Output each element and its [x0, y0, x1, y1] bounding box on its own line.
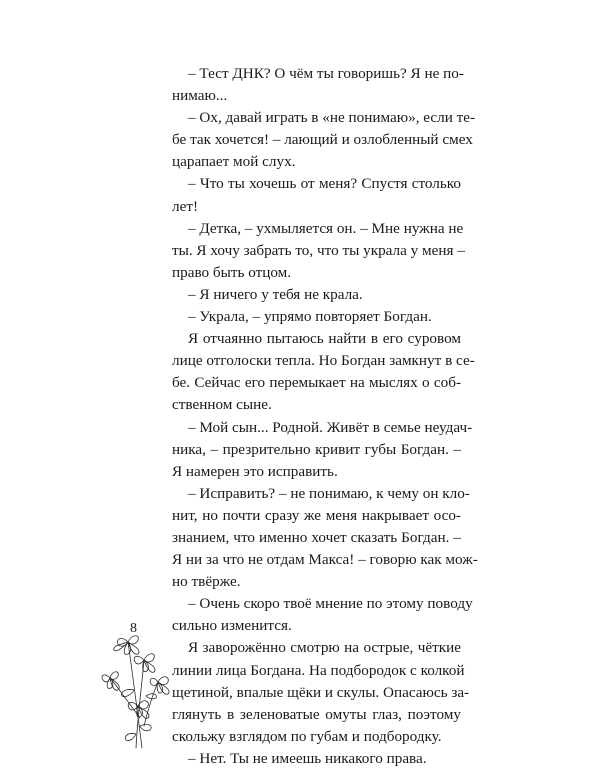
text-line: ты. Я хочу забрать то, что ты украла у меня – [172, 241, 465, 259]
text-line: Я заворожённо смотрю на острые, чёткие [188, 639, 461, 657]
text-line: бе так хочется! – лающий и озлобленный смех [172, 131, 473, 149]
text-line: ственном сыне. [172, 396, 272, 414]
text-line: – Тест ДНК? О чём ты говоришь? Я не по- [188, 65, 464, 82]
page-number: 8 [130, 621, 137, 636]
text-line: сильно изменится. [172, 617, 292, 635]
text-line: щетиной, впалые щёки и скулы. Опасаюсь за- [172, 683, 470, 701]
text-line: царапает мой слух. [172, 153, 296, 171]
text-line: ника, – презрительно кривит губы Богдан. – [172, 440, 461, 458]
text-line: – Очень скоро твоё мнение по этому поводу [188, 595, 473, 613]
text-line: лице отголоски тепла. Но Богдан замкнут в се- [172, 352, 475, 370]
text-line: бе. Сейчас его перемыкает на мыслях о соб- [172, 374, 461, 392]
text-line: право быть отцом. [172, 263, 292, 281]
text-line: лет! [172, 197, 199, 215]
text-line: – Украла, – упрямо повторяет Богдан. [188, 308, 432, 326]
text-line: Я намерен это исправить. [172, 462, 338, 480]
text-line: глянуть в зеленоватые омуты глаз, поэтому [172, 705, 461, 723]
text-line: – Ох, давай играть в «не понимаю», если те- [188, 109, 476, 127]
text-line: Я отчаянно пытаюсь найти в его суровом [188, 330, 461, 348]
text-line: – Мой сын... Родной. Живёт в семье неудач- [188, 418, 473, 436]
text-line: – Нет. Ты не имеешь никакого права. [188, 749, 427, 767]
text-line: нит, но почти сразу же меня накрывает осо- [172, 506, 461, 524]
text-line: – Детка, – ухмыляется он. – Мне нужна не [188, 219, 464, 237]
text-line: но твёрже. [172, 573, 241, 591]
text-line: скольжу взглядом по губам и подбородку. [172, 727, 442, 745]
text-line: нимаю... [172, 87, 228, 105]
page-text [172, 63, 478, 770]
text-line: Я ни за что не отдам Макса! – говорю как мож- [172, 551, 478, 569]
text-line: знанием, что именно хочет сказать Богдан. – [172, 528, 461, 546]
text-line: – Что ты хочешь от меня? Спустя столько [188, 175, 461, 193]
flower-ornament-icon [98, 630, 178, 750]
text-line: линии лица Богдана. На подбородок с колкой [172, 661, 465, 679]
text-line: – Я ничего у тебя не крала. [188, 285, 363, 303]
text-line: – Исправить? – не понимаю, к чему он кло- [188, 484, 470, 502]
